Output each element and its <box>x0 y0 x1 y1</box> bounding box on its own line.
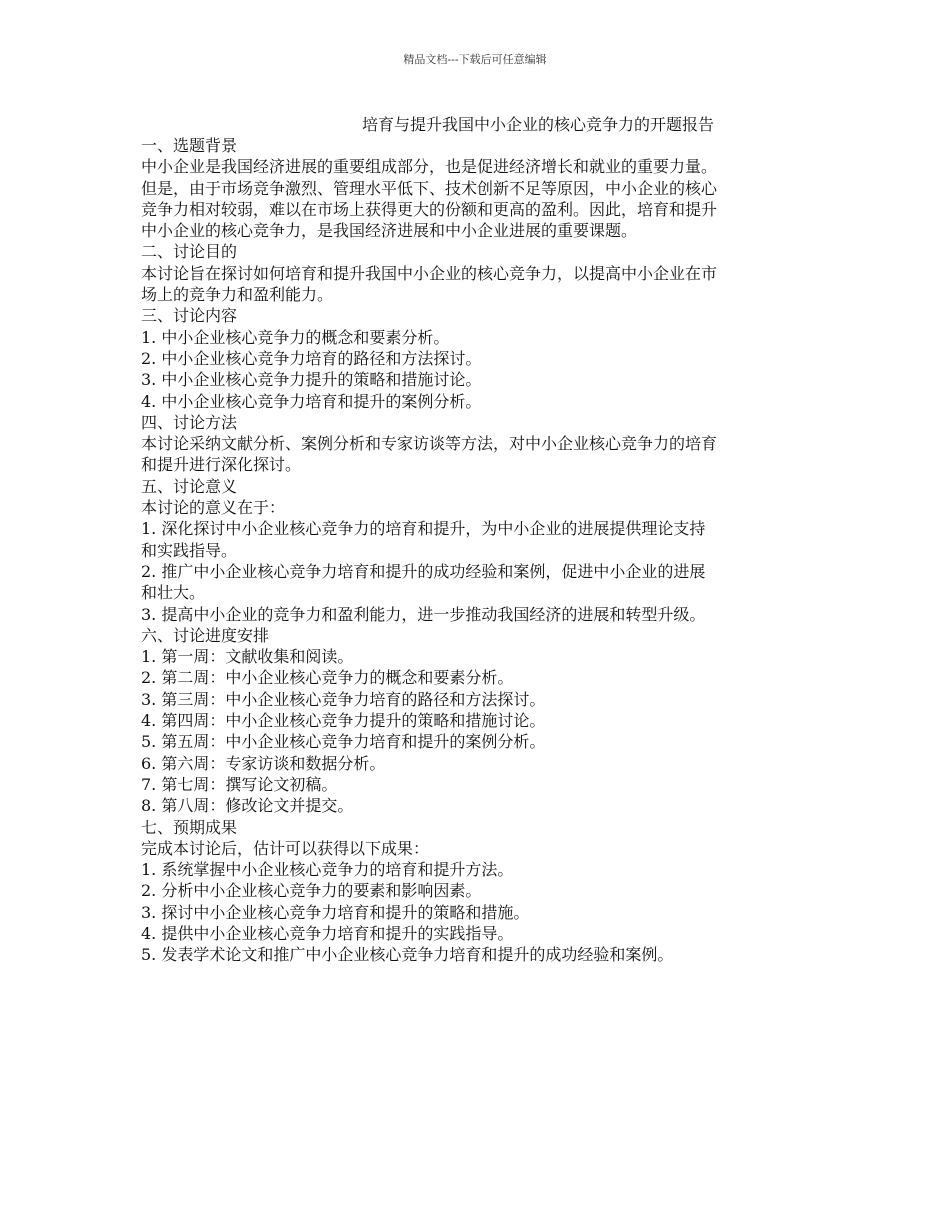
page-header: 精品文档---下载后可任意编辑 <box>403 53 547 66</box>
list-item: 5. 发表学术论文和推广中小企业核心竞争力培育和提升的成功经验和案例。 <box>141 945 674 965</box>
section-heading-significance: 五、讨论意义 <box>141 476 238 496</box>
list-item: 7. 第七周：撰写论文初稿。 <box>141 774 338 794</box>
list-item: 2. 第二周：中小企业核心竞争力的概念和要素分析。 <box>141 668 514 688</box>
list-item: 3. 第三周：中小企业核心竞争力培育的路径和方法探讨。 <box>141 689 546 709</box>
section-heading-content: 三、讨论内容 <box>141 306 238 326</box>
list-item: 4. 第四周：中小企业核心竞争力提升的策略和措施讨论。 <box>141 711 546 731</box>
body-line: 本讨论旨在探讨如何培育和提升我国中小企业的核心竞争力，以提高中小企业在市 <box>141 263 718 283</box>
list-item: 4. 中小企业核心竞争力培育和提升的案例分析。 <box>141 391 482 411</box>
list-item: 3. 中小企业核心竞争力提升的策略和措施讨论。 <box>141 370 482 390</box>
section-heading-method: 四、讨论方法 <box>141 412 238 432</box>
body-line: 和提升进行深化探讨。 <box>141 455 302 475</box>
body-line: 但是，由于市场竞争激烈、管理水平低下、技术创新不足等原因，中小企业的核心 <box>141 178 718 198</box>
document-body <box>141 135 816 966</box>
body-line: 本讨论采纳文献分析、案例分析和专家访谈等方法，对中小企业核心竞争力的培育 <box>141 434 718 454</box>
body-line: 本讨论的意义在于： <box>141 498 286 518</box>
section-heading-schedule: 六、讨论进度安排 <box>141 625 270 645</box>
list-item: 8. 第八周：修改论文并提交。 <box>141 796 354 816</box>
list-item: 1. 系统掌握中小企业核心竞争力的培育和提升方法。 <box>141 860 514 880</box>
list-item-continuation: 和实践指导。 <box>141 540 238 560</box>
body-line: 中小企业是我国经济进展的重要组成部分，也是促进经济增长和就业的重要力量。 <box>141 157 718 177</box>
list-item: 2. 中小企业核心竞争力培育的路径和方法探讨。 <box>141 348 482 368</box>
list-item: 1. 第一周：文献收集和阅读。 <box>141 647 354 667</box>
body-line: 竞争力相对较弱，难以在市场上获得更大的份额和更高的盈利。因此，培育和提升 <box>141 199 718 219</box>
list-item: 1. 深化探讨中小企业核心竞争力的培育和提升，为中小企业的进展提供理论支持 <box>141 519 706 539</box>
list-item: 4. 提供中小企业核心竞争力培育和提升的实践指导。 <box>141 923 514 943</box>
body-line: 场上的竞争力和盈利能力。 <box>141 285 334 305</box>
body-line: 完成本讨论后，估计可以获得以下成果： <box>141 838 430 858</box>
section-heading-purpose: 二、讨论目的 <box>141 242 238 262</box>
body-line: 中小企业的核心竞争力，是我国经济进展和中小企业进展的重要课题。 <box>141 221 638 241</box>
list-item: 1. 中小企业核心竞争力的概念和要素分析。 <box>141 327 450 347</box>
list-item: 2. 分析中小企业核心竞争力的要素和影响因素。 <box>141 881 482 901</box>
list-item: 3. 探讨中小企业核心竞争力培育和提升的策略和措施。 <box>141 902 530 922</box>
list-item: 6. 第六周：专家访谈和数据分析。 <box>141 753 386 773</box>
section-heading-background: 一、选题背景 <box>141 136 238 155</box>
document-title: 培育与提升我国中小企业的核心竞争力的开题报告 <box>362 115 715 134</box>
list-item-continuation: 和壮大。 <box>141 583 206 603</box>
list-item: 3. 提高中小企业的竞争力和盈利能力，进一步推动我国经济的进展和转型升级。 <box>141 604 706 624</box>
list-item: 2. 推广中小企业核心竞争力培育和提升的成功经验和案例，促进中小企业的进展 <box>141 561 706 581</box>
list-item: 5. 第五周：中小企业核心竞争力培育和提升的案例分析。 <box>141 732 546 752</box>
section-heading-outcomes: 七、预期成果 <box>141 817 238 837</box>
